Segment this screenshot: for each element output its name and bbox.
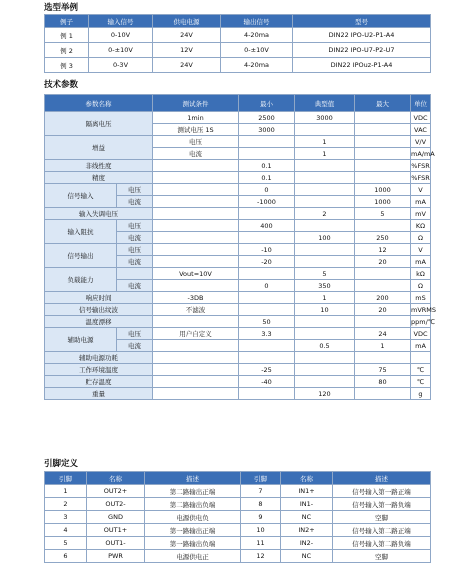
table-cell <box>239 136 295 148</box>
table-row <box>45 537 431 550</box>
table-row <box>45 388 431 400</box>
table-cell <box>239 292 295 304</box>
table-cell: 8 <box>241 498 281 511</box>
table-cell: 例 3 <box>45 58 89 73</box>
table-cell: 12V <box>153 43 221 58</box>
table-cell: 信号输入第二路负端 <box>333 537 431 550</box>
table-cell <box>239 352 295 364</box>
table-cell <box>355 172 411 184</box>
table-row <box>45 511 431 524</box>
param-name: 温度漂移 <box>45 316 153 328</box>
table-cell: 200 <box>355 292 411 304</box>
table-row <box>45 485 431 498</box>
param-name: 隔离电压 <box>45 112 153 136</box>
table-cell: OUT1- <box>87 537 145 550</box>
table-cell <box>239 208 295 220</box>
sub-param: 电流 <box>117 280 153 292</box>
col-header: 输入信号 <box>89 15 153 28</box>
table-cell <box>153 244 239 256</box>
table-cell: 测试电压 1S <box>153 124 239 136</box>
table-cell: 5 <box>295 268 355 280</box>
table-cell: 5 <box>355 208 411 220</box>
table-cell <box>295 196 355 208</box>
table-cell: 10 <box>241 524 281 537</box>
table-cell: OUT2- <box>87 498 145 511</box>
table-row <box>45 160 431 172</box>
table-cell: VDC <box>411 112 431 124</box>
table-cell <box>153 184 239 196</box>
table-cell: kΩ <box>411 268 431 280</box>
sub-param: 电压 <box>117 220 153 232</box>
table-cell: 250 <box>355 232 411 244</box>
param-name: 工作环境温度 <box>45 364 153 376</box>
table-cell <box>153 376 239 388</box>
param-name: 信号输入 <box>45 184 117 208</box>
table-cell <box>153 388 239 400</box>
col-header: 典型值 <box>295 95 355 112</box>
table-cell <box>355 124 411 136</box>
table-row <box>45 292 431 304</box>
table-cell: 空脚 <box>333 550 431 563</box>
table-cell: 例 1 <box>45 28 89 43</box>
sub-param: 电压 <box>117 328 153 340</box>
table-cell <box>355 280 411 292</box>
table-cell: mA <box>411 256 431 268</box>
table-cell: 2 <box>45 498 87 511</box>
col-header: 最小 <box>239 95 295 112</box>
table-cell: 例 2 <box>45 43 89 58</box>
table-cell: 0 <box>239 184 295 196</box>
table-cell: 5 <box>45 537 87 550</box>
table-cell: 7 <box>241 485 281 498</box>
table-cell: 电压 <box>153 136 239 148</box>
table-cell: 1 <box>45 485 87 498</box>
table-row <box>45 112 431 124</box>
param-name: 输入失调电压 <box>45 208 153 220</box>
table-cell <box>153 220 239 232</box>
table-cell: 空脚 <box>333 511 431 524</box>
table-cell: mS <box>411 292 431 304</box>
table-cell: mA <box>411 196 431 208</box>
table-row <box>45 376 431 388</box>
table-cell: -25 <box>239 364 295 376</box>
table-cell: VAC <box>411 124 431 136</box>
table-cell <box>295 376 355 388</box>
param-name: 精度 <box>45 172 153 184</box>
table-cell: IN2+ <box>281 524 333 537</box>
table-cell: 电源供电正 <box>145 550 241 563</box>
sub-param: 电流 <box>117 256 153 268</box>
table-cell: 0-3V <box>89 58 153 73</box>
param-name: 辅助电源 <box>45 328 117 352</box>
table-cell: g <box>411 388 431 400</box>
table-cell <box>295 184 355 196</box>
table-cell: 10 <box>295 304 355 316</box>
table-cell: 1 <box>295 292 355 304</box>
table-cell <box>295 364 355 376</box>
col-header: 描述 <box>333 472 431 485</box>
table-cell: 2500 <box>239 112 295 124</box>
table-cell: NC <box>281 511 333 524</box>
table-cell: 120 <box>295 388 355 400</box>
table-cell: 3000 <box>239 124 295 136</box>
table-cell: 信号输入第一路正端 <box>333 485 431 498</box>
table-cell: OUT1+ <box>87 524 145 537</box>
table-cell: 75 <box>355 364 411 376</box>
table-cell: %FSR <box>411 173 430 182</box>
table-row <box>45 524 431 537</box>
table-cell: DIN22 IPO-U2-P1-A4 <box>293 28 431 43</box>
table-row <box>45 304 431 316</box>
table-cell <box>355 148 411 160</box>
table-cell <box>295 316 355 328</box>
table-cell <box>295 244 355 256</box>
table-cell <box>153 196 239 208</box>
table-cell: 11 <box>241 537 281 550</box>
table-cell: 0.1 <box>239 160 295 172</box>
table-cell <box>295 124 355 136</box>
table-cell: 4 <box>45 524 87 537</box>
table-cell: -1000 <box>239 196 295 208</box>
table-cell: 20 <box>355 256 411 268</box>
table-cell: -3DB <box>153 292 239 304</box>
table-cell: 1 <box>355 340 411 352</box>
section-title-selection: 选型举例 <box>44 3 79 13</box>
table-cell: 第二路输出正端 <box>145 485 241 498</box>
table-cell: 24 <box>355 328 411 340</box>
table-cell <box>153 316 239 328</box>
col-header: 引脚 <box>241 472 281 485</box>
col-header: 单位 <box>411 95 431 112</box>
table-cell: 0-±10V <box>89 43 153 58</box>
col-header: 名称 <box>87 472 145 485</box>
sub-param: 电流 <box>117 340 153 352</box>
table-cell: IN2- <box>281 537 333 550</box>
col-header: 参数名称 <box>45 95 153 112</box>
table-cell: NC <box>281 550 333 563</box>
table-cell: 第二路输出负端 <box>145 498 241 511</box>
param-name: 输入阻抗 <box>45 220 117 244</box>
table-cell <box>153 232 239 244</box>
col-header: 描述 <box>145 472 241 485</box>
table-row <box>45 364 431 376</box>
table-cell: 1000 <box>355 184 411 196</box>
table-row <box>45 328 431 340</box>
param-name: 辅助电源功耗 <box>45 352 153 364</box>
col-header: 测试条件 <box>153 95 239 112</box>
sub-param: 电流 <box>117 232 153 244</box>
table-cell: 4-20ma <box>221 58 293 73</box>
table-cell: 4-20ma <box>221 28 293 43</box>
table-cell: 9 <box>241 511 281 524</box>
table-cell: IN1+ <box>281 485 333 498</box>
table-cell: KΩ <box>411 220 431 232</box>
table-cell: PWR <box>87 550 145 563</box>
table-cell: 0.5 <box>295 340 355 352</box>
table-cell: ppm/℃ <box>411 317 436 326</box>
table-cell: 0-±10V <box>221 43 293 58</box>
table-cell: DIN22 IPOuz-P1-A4 <box>293 58 431 73</box>
table-cell: Ω <box>411 280 431 292</box>
table-cell <box>295 160 355 172</box>
col-header: 最大 <box>355 95 411 112</box>
col-header: 名称 <box>281 472 333 485</box>
table-cell: 24V <box>153 28 221 43</box>
table-cell <box>239 148 295 160</box>
table-cell: ℃ <box>411 376 431 388</box>
table-cell: 350 <box>295 280 355 292</box>
table-cell <box>239 340 295 352</box>
table-cell: 1 <box>295 136 355 148</box>
table-row <box>45 172 431 184</box>
table-cell: 0.1 <box>239 172 295 184</box>
table-cell <box>355 352 411 364</box>
table-cell <box>295 256 355 268</box>
section-title-pins: 引脚定义 <box>44 459 79 469</box>
table-cell: 0-10V <box>89 28 153 43</box>
table-row <box>45 58 431 73</box>
table-cell: 用户自定义 <box>153 328 239 340</box>
table-cell: mVRMS <box>411 305 437 314</box>
table-cell <box>355 388 411 400</box>
table-row <box>45 28 431 43</box>
table-cell <box>153 256 239 268</box>
table-cell: 80 <box>355 376 411 388</box>
table-cell: ℃ <box>411 364 431 376</box>
table-row <box>45 268 431 280</box>
table-cell: 1 <box>295 148 355 160</box>
table-cell <box>239 304 295 316</box>
table-cell: OUT2+ <box>87 485 145 498</box>
sub-param: 电压 <box>117 184 153 196</box>
table-cell <box>355 160 411 172</box>
table-cell: Vout=10V <box>153 268 239 280</box>
table-cell <box>295 220 355 232</box>
table-cell <box>411 352 431 364</box>
table-row <box>45 498 431 511</box>
table-cell: 3.3 <box>239 328 295 340</box>
table-cell: mA <box>411 340 431 352</box>
col-header: 型号 <box>293 15 431 28</box>
sub-param <box>117 268 153 280</box>
table-cell: 12 <box>355 244 411 256</box>
sub-param: 电压 <box>117 244 153 256</box>
table-cell: -10 <box>239 244 295 256</box>
table-cell: 1000 <box>355 196 411 208</box>
table-cell: 0 <box>239 280 295 292</box>
param-name: 信号输出 <box>45 244 117 268</box>
spec-table <box>44 94 437 400</box>
param-name: 重量 <box>45 388 153 400</box>
table-row <box>45 43 431 58</box>
param-name: 负载能力 <box>45 268 117 292</box>
table-cell: 6 <box>45 550 87 563</box>
table-cell: V <box>411 184 431 196</box>
table-row <box>45 220 431 232</box>
table-cell: GND <box>87 511 145 524</box>
table-cell: -20 <box>239 256 295 268</box>
table-cell <box>355 220 411 232</box>
table-cell: 信号输入第二路正端 <box>333 524 431 537</box>
param-name: 贮存温度 <box>45 376 153 388</box>
table-cell: 3000 <box>295 112 355 124</box>
table-cell <box>239 232 295 244</box>
table-cell: 20 <box>355 304 411 316</box>
table-cell <box>355 316 411 328</box>
table-cell: V <box>411 244 431 256</box>
table-cell: 电源供电负 <box>145 511 241 524</box>
table-cell <box>153 160 239 172</box>
col-header: 输出信号 <box>221 15 293 28</box>
param-name: 信号输出纹波 <box>45 304 153 316</box>
table-cell: Ω <box>411 232 431 244</box>
table-cell <box>295 352 355 364</box>
table-cell: VDC <box>411 328 431 340</box>
table-cell: 3 <box>45 511 87 524</box>
table-cell: 100 <box>295 232 355 244</box>
selection-table <box>44 14 431 73</box>
table-cell <box>153 340 239 352</box>
table-cell <box>355 268 411 280</box>
table-cell <box>153 208 239 220</box>
table-cell: IN1- <box>281 498 333 511</box>
table-cell: mV <box>411 208 431 220</box>
table-cell: 24V <box>153 58 221 73</box>
table-row <box>45 136 431 148</box>
table-cell <box>295 328 355 340</box>
table-cell: 不滤波 <box>153 304 239 316</box>
table-cell <box>153 280 239 292</box>
param-name: 增益 <box>45 136 153 160</box>
table-cell: %FSR <box>411 161 430 170</box>
table-cell <box>355 136 411 148</box>
table-row <box>45 550 431 563</box>
param-name: 非线性度 <box>45 160 153 172</box>
table-cell <box>153 172 239 184</box>
table-cell <box>355 112 411 124</box>
table-cell <box>295 172 355 184</box>
table-cell: 50 <box>239 316 295 328</box>
table-cell <box>239 388 295 400</box>
table-cell: mA/mA <box>411 149 435 158</box>
table-row <box>45 316 431 328</box>
param-name: 响应时间 <box>45 292 153 304</box>
table-cell: -40 <box>239 376 295 388</box>
table-row <box>45 244 431 256</box>
col-header: 引脚 <box>45 472 87 485</box>
table-cell: 400 <box>239 220 295 232</box>
pin-table <box>44 471 431 563</box>
table-row <box>45 352 431 364</box>
table-cell: 1min <box>153 112 239 124</box>
table-cell: 信号输入第一路负端 <box>333 498 431 511</box>
table-cell: DIN22 IPO-U7-P2-U7 <box>293 43 431 58</box>
section-title-specs: 技术参数 <box>44 80 79 90</box>
table-cell <box>239 268 295 280</box>
table-cell: 第一路输出正端 <box>145 524 241 537</box>
table-cell <box>153 364 239 376</box>
table-cell <box>153 352 239 364</box>
table-row <box>45 208 431 220</box>
table-cell: 2 <box>295 208 355 220</box>
table-cell: V/V <box>411 136 431 148</box>
table-row <box>45 184 431 196</box>
table-cell: 电流 <box>153 148 239 160</box>
table-cell: 12 <box>241 550 281 563</box>
col-header: 供电电源 <box>153 15 221 28</box>
col-header: 例子 <box>45 15 89 28</box>
table-cell: 第一路输出负端 <box>145 537 241 550</box>
sub-param: 电流 <box>117 196 153 208</box>
